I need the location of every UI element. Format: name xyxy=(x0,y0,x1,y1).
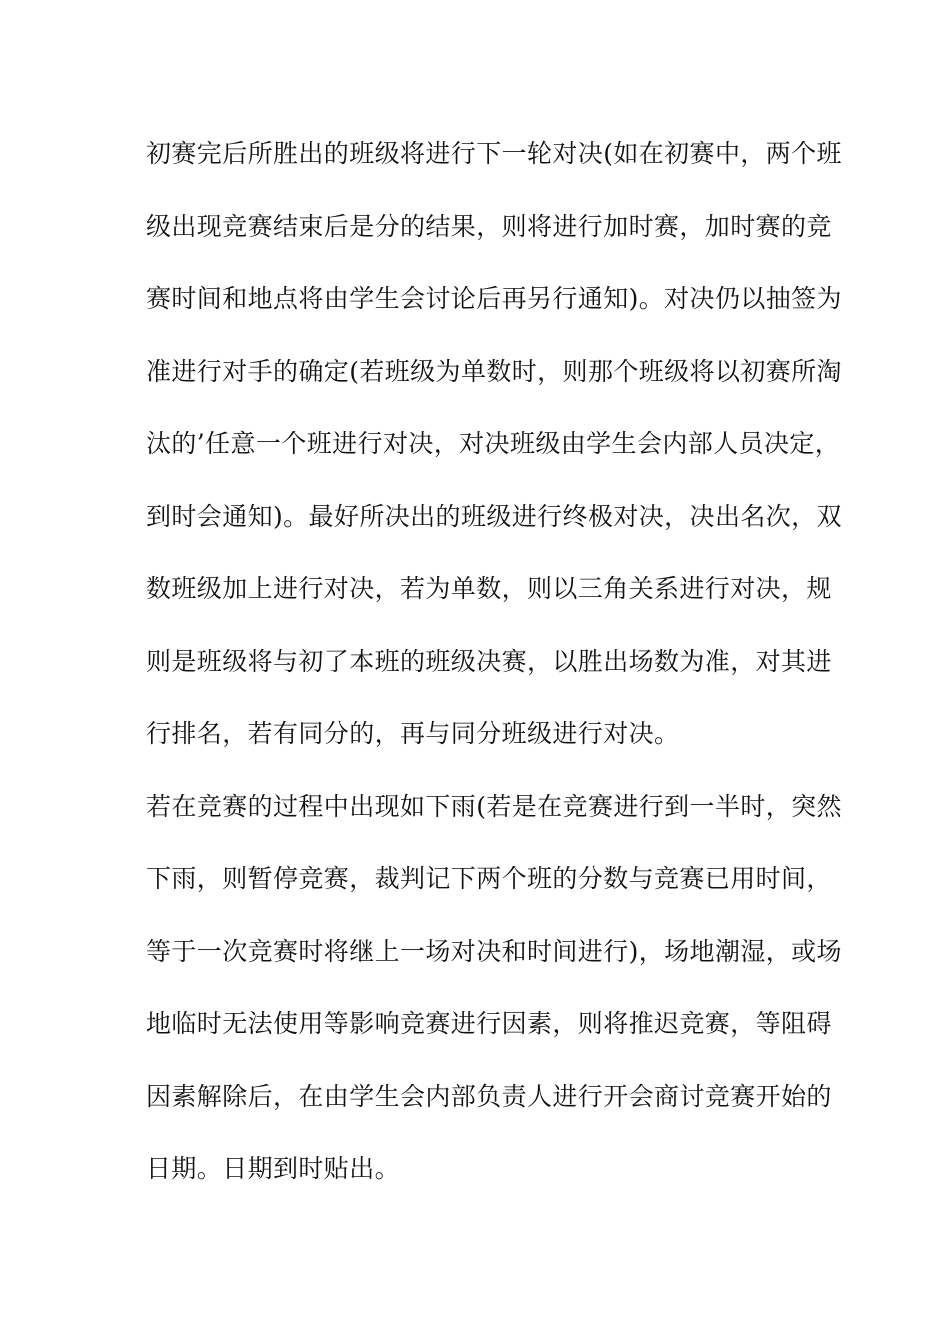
text-line: 日期。日期到时贴出。 xyxy=(146,1154,401,1183)
text-line: 初赛完后所胜出的班级将进行下一轮对决(如在初赛中，两个班 xyxy=(146,139,842,168)
text-line: 准进行对手的确定(若班级为单数时，则那个班级将以初赛所淘 xyxy=(146,356,842,386)
text-line: 到时会通知)。最好所决出的班级进行终极对决，决出名次，双 xyxy=(146,501,842,531)
text-line: 则是班级将与初了本班的班级决赛，以胜出场数为准，对其进 xyxy=(146,646,832,676)
text-line: 等于一次竞赛时将继上一场对决和时间进行)，场地潮湿，或场 xyxy=(146,936,842,966)
text-line: 地临时无法使用等影响竞赛进行因素，则将推迟竞赛，等阻碍 xyxy=(146,1009,832,1038)
text-line: 赛时间和地点将由学生会讨论后再另行通知)。对决仍以抽签为 xyxy=(146,284,842,313)
text-line: 若在竞赛的过程中出现如下雨(若是在竞赛进行到一半时，突然 xyxy=(146,791,842,821)
text-line: 下雨，则暂停竞赛，裁判记下两个班的分数与竞赛已用时间， xyxy=(146,864,832,893)
text-line: 汰的’任意一个班进行对决，对决班级由学生会内部人员决定， xyxy=(146,429,841,458)
text-line: 级出现竞赛结束后是分的结果，则将进行加时赛，加时赛的竞 xyxy=(146,211,832,241)
body-text xyxy=(146,133,842,1221)
text-line: 因素解除后，在由学生会内部负责人进行开会商讨竞赛开始的 xyxy=(146,1081,832,1111)
text-line: 行排名，若有同分的，再与同分班级进行对决。 xyxy=(146,719,680,748)
text-line: 数班级加上进行对决，若为单数，则以三角关系进行对决，规 xyxy=(146,574,832,603)
